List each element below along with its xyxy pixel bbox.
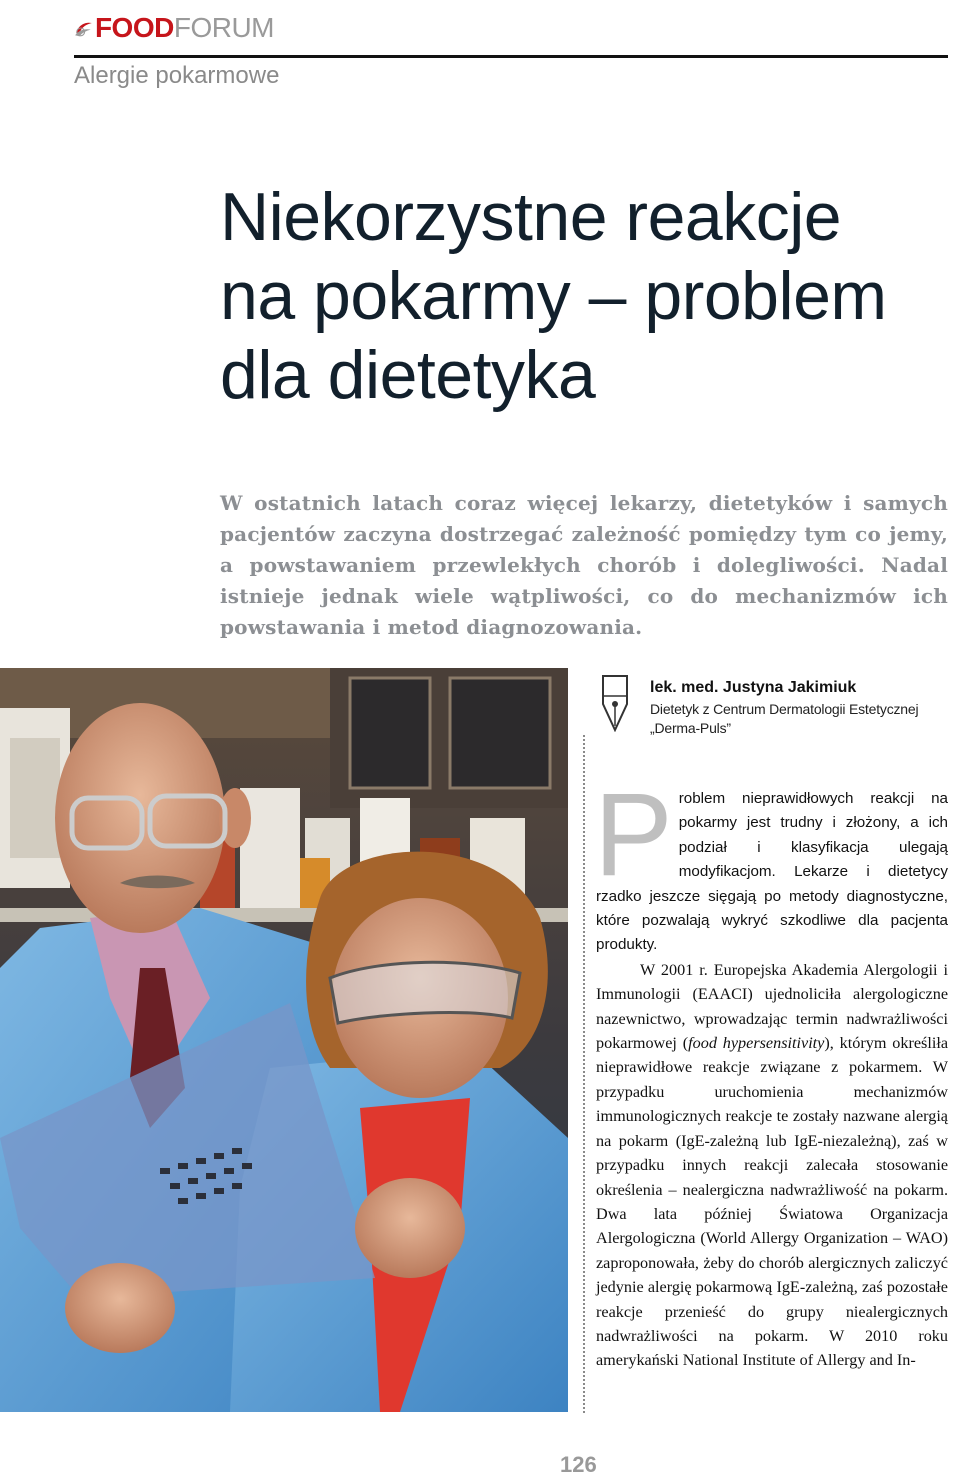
header-rule (74, 55, 948, 58)
article-lead: W ostatnich latach coraz więcej lekarzy, dietetyków i samych pacjentów zaczyna dostrzegać zależność pomiędzy tym co jemy, a powstawaniem przewlekłych chorób i dolegliwości. Nadal istnieje jednak wiele wątpliwości, co do mechanizmów ich powstawania i metod diagnozowania. (220, 491, 948, 639)
title-line-2: na pokarmy – problem (220, 258, 887, 334)
lab-photo (0, 668, 568, 1412)
drop-cap: P (594, 769, 673, 901)
logo-food-text: FOOD (94, 12, 174, 43)
article-body (594, 769, 948, 1373)
intro-paragraph: roblem nieprawidłowych reakcji na pokarmy jest trudny i złożony, a ich podział i klasyfikacja ulegają modyfikacjom. Lekarze i dietetycy rzadko jeszcze sięgają po metody diagnostyczne, które pozwalają wykryć szkodliwe dla pacjenta produkty. (596, 790, 948, 954)
logo-forum-text: FORUM (173, 12, 274, 43)
page-number: 126 (560, 1452, 597, 1477)
author-affiliation: Dietetyk z Centrum Dermatologii Estetycznej „Derma-Puls” (650, 701, 919, 736)
author-name: lek. med. Justyna Jakimiuk (650, 679, 857, 696)
brand-logo (74, 6, 274, 50)
title-line-3: dla dietetyka (220, 337, 596, 413)
article-title (220, 178, 960, 415)
dotted-divider (583, 735, 585, 1413)
food-forum-logo-mark-icon (74, 11, 93, 45)
section-label: Alergie pokarmowe (74, 62, 280, 89)
pen-nib-icon (600, 674, 630, 732)
body-paragraph: W 2001 r. Europejska Akademia Alergologii i Immunologii (EAACI) ujednoliciła alergologiczne nazewnictwo, wprowadzając termin nadwrażliwości pokarmowej (food hypersensitivity), którym określiła nieprawidłowe reakcje związane z pokarmem. W przypadku uruchomienia mechanizmów immunologicznych reakcje te zostały nazwane alergią na pokarm (IgE-zależną lub IgE-niezależną), zaś w przypadku innych reakcji zalecała stosowanie określenia – nealergiczna nadwrażliwość na pokarm. Dwa lata później Światowa Organizacja Alergologiczna (World Allergy Organization – WAO) zaproponowała, żeby do chorób alergicznych zaliczyć jedynie alergię pokarmową IgE-zależną, zaś pozostałe reakcje przenieść do grupy niealergicznych nadwrażliwości na pokarm. W 2010 roku amerykański National Institute of Allergy and In- (596, 960, 948, 1370)
lab-scientists-illustration (0, 668, 568, 1412)
title-line-1: Niekorzystne reakcje (220, 179, 842, 255)
